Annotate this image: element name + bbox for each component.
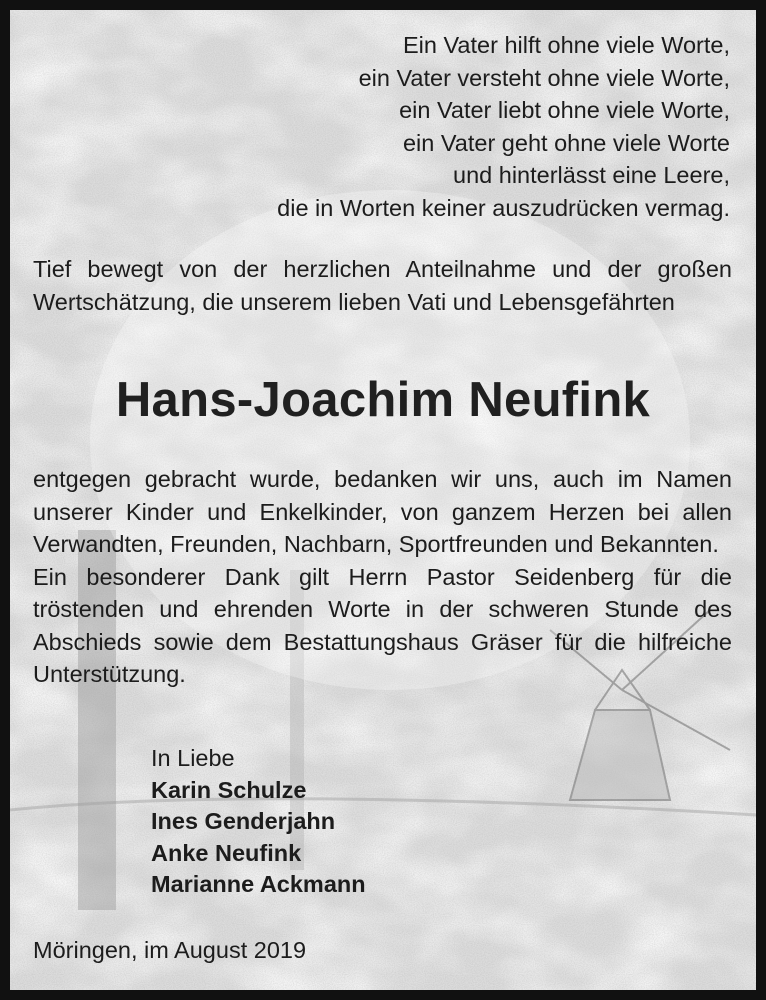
closing-salutation: In Liebe: [151, 745, 235, 771]
signer-name: Marianne Ackmann: [151, 871, 366, 897]
poem-line: Ein Vater hilft ohne viele Worte,: [403, 32, 730, 58]
deceased-name: Hans-Joachim Neufink: [115, 373, 651, 427]
thanks-body: [33, 463, 732, 691]
poem-line: und hinterlässt eine Leere,: [453, 162, 730, 188]
signer-name: Ines Genderjahn: [151, 808, 336, 834]
obituary-content: [10, 10, 756, 990]
closing: [151, 743, 366, 901]
poem-line: ein Vater geht ohne viele Worte: [402, 129, 730, 156]
place-date: Möringen, im August 2019: [33, 937, 307, 963]
signer-name: Karin Schulze: [151, 776, 307, 803]
poem-line: die in Worten keiner auszudrücken vermag.: [277, 194, 730, 221]
poem-line: ein Vater versteht ohne viele Worte,: [358, 64, 730, 91]
poem-line: ein Vater liebt ohne viele Worte,: [399, 97, 730, 123]
poem: [277, 29, 730, 224]
thanks-body-part2: Ein besonderer Dank gilt Herrn Pastor Seidenberg für die tröstenden und ehrenden Worte in der schweren Stunde des Abschieds sowie dem Bestattungshaus Gräser für die hilfreiche Unterstützung.: [33, 563, 732, 687]
thanks-intro: Tief bewegt von der herzlichen Anteilnahme und der großen Wertschätzung, die unserem lieben Vati und Lebensgefährten: [33, 256, 732, 315]
signer-name: Anke Neufink: [151, 839, 302, 866]
thanks-body-part1: entgegen gebracht wurde, bedanken wir uns, auch im Namen unserer Kinder und Enkelkinder, von ganzem Herzen bei allen Verwandten, Freunden, Nachbarn, Sportfreunden und Bekannten.: [33, 466, 732, 557]
